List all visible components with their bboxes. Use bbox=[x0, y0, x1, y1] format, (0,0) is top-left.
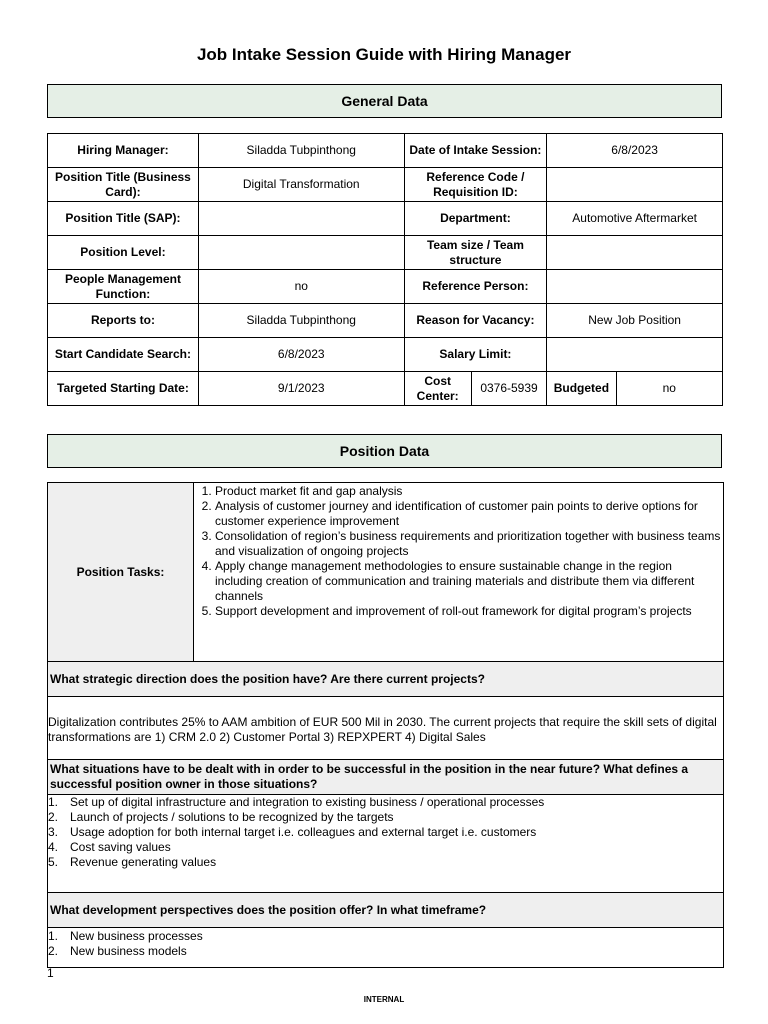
team-size-label: Team size / Team structure bbox=[404, 236, 547, 270]
department-value[interactable]: Automotive Aftermarket bbox=[547, 202, 723, 236]
classification-footer: INTERNAL bbox=[363, 995, 405, 1004]
salary-label: Salary Limit: bbox=[404, 338, 547, 372]
reference-code-label: Reference Code / Requisition ID: bbox=[404, 168, 547, 202]
list-item: 5. Revenue generating values bbox=[48, 855, 217, 869]
table-row bbox=[48, 134, 723, 168]
table-row bbox=[48, 697, 724, 760]
reason-label: Reason for Vacancy: bbox=[404, 304, 547, 338]
intake-date-label: Date of Intake Session: bbox=[404, 134, 547, 168]
list-item: 2. Analysis of customer journey and identification of customer pain points to derive options for customer experience improvement bbox=[215, 499, 721, 529]
table-row bbox=[48, 760, 724, 795]
reference-person-value[interactable] bbox=[547, 270, 723, 304]
general-data-heading: General Data bbox=[47, 84, 722, 118]
people-mgmt-value[interactable]: no bbox=[198, 270, 404, 304]
salary-value[interactable] bbox=[547, 338, 723, 372]
start-search-label: Start Candidate Search: bbox=[48, 338, 199, 372]
table-row bbox=[48, 202, 723, 236]
list-item: 5. Support development and improvement of roll-out framework for digital program’s projects bbox=[215, 604, 721, 619]
department-label: Department: bbox=[404, 202, 547, 236]
intake-date-value[interactable]: 6/8/2023 bbox=[547, 134, 723, 168]
hiring-manager-label: Hiring Manager: bbox=[48, 134, 199, 168]
table-row bbox=[48, 372, 723, 406]
reports-to-label: Reports to: bbox=[48, 304, 199, 338]
cost-center-label: Cost Center: bbox=[404, 372, 471, 406]
position-tasks-value[interactable] bbox=[194, 483, 724, 662]
table-row bbox=[48, 928, 724, 968]
budgeted-value[interactable]: no bbox=[616, 372, 723, 406]
people-mgmt-label: People Management Function: bbox=[48, 270, 199, 304]
table-row bbox=[48, 483, 724, 662]
position-data-table bbox=[47, 482, 724, 968]
situations-answer[interactable] bbox=[48, 795, 724, 893]
table-row bbox=[48, 893, 724, 928]
table-row bbox=[48, 662, 724, 697]
target-start-value[interactable]: 9/1/2023 bbox=[198, 372, 404, 406]
page-title: Job Intake Session Guide with Hiring Manager bbox=[196, 45, 572, 64]
page-number: 1 bbox=[47, 966, 54, 980]
strategic-direction-answer[interactable]: Digitalization contributes 25% to AAM ambition of EUR 500 Mil in 2030. The current projects that require the skill sets of digital transformations are 1) CRM 2.0 2) Customer Portal 3) REPXPERT 4) Digital Sales bbox=[48, 697, 724, 760]
situations-question: What situations have to be dealt with in order to be successful in the position in the near future? What defines a successful position owner in those situations? bbox=[48, 760, 724, 795]
position-title-sap-value[interactable] bbox=[198, 202, 404, 236]
situations-list bbox=[48, 795, 723, 870]
list-item: 2. New business models bbox=[48, 944, 187, 958]
target-start-label: Targeted Starting Date: bbox=[48, 372, 199, 406]
position-tasks-list bbox=[194, 484, 721, 619]
development-list bbox=[48, 929, 723, 959]
list-item: 4. Cost saving values bbox=[48, 840, 171, 854]
list-item: 1. Product market fit and gap analysis bbox=[215, 484, 721, 499]
reference-person-label: Reference Person: bbox=[404, 270, 547, 304]
position-title-bc-label: Position Title (Business Card): bbox=[48, 168, 199, 202]
list-item: 1. Set up of digital infrastructure and integration to existing business / operational processes bbox=[48, 795, 545, 809]
budgeted-label: Budgeted bbox=[547, 372, 616, 406]
position-title-bc-value[interactable]: Digital Transformation bbox=[198, 168, 404, 202]
position-level-label: Position Level: bbox=[48, 236, 199, 270]
list-item: 3. Usage adoption for both internal target i.e. colleagues and external target i.e. customers bbox=[48, 825, 537, 839]
table-row bbox=[48, 236, 723, 270]
position-data-heading: Position Data bbox=[47, 434, 722, 468]
reports-to-value[interactable]: Siladda Tubpinthong bbox=[198, 304, 404, 338]
table-row bbox=[48, 795, 724, 893]
table-row bbox=[48, 168, 723, 202]
list-item: 4. Apply change management methodologies to ensure sustainable change in the region including creation of communication and training materials and distribute them via different channels bbox=[215, 559, 721, 604]
strategic-direction-question: What strategic direction does the position have? Are there current projects? bbox=[48, 662, 724, 697]
list-item: 1. New business processes bbox=[48, 929, 203, 943]
list-item: 2. Launch of projects / solutions to be recognized by the targets bbox=[48, 810, 394, 824]
reference-code-value[interactable] bbox=[547, 168, 723, 202]
development-question: What development perspectives does the position offer? In what timeframe? bbox=[48, 893, 724, 928]
cost-center-value[interactable]: 0376-5939 bbox=[471, 372, 546, 406]
table-row bbox=[48, 270, 723, 304]
team-size-value[interactable] bbox=[547, 236, 723, 270]
position-tasks-label: Position Tasks: bbox=[48, 483, 194, 662]
reason-value[interactable]: New Job Position bbox=[547, 304, 723, 338]
position-level-value[interactable] bbox=[198, 236, 404, 270]
hiring-manager-value[interactable]: Siladda Tubpinthong bbox=[198, 134, 404, 168]
position-title-sap-label: Position Title (SAP): bbox=[48, 202, 199, 236]
development-answer[interactable] bbox=[48, 928, 724, 968]
start-search-value[interactable]: 6/8/2023 bbox=[198, 338, 404, 372]
table-row bbox=[48, 304, 723, 338]
general-data-table bbox=[47, 133, 723, 406]
table-row bbox=[48, 338, 723, 372]
list-item: 3. Consolidation of region’s business requirements and prioritization together with business teams and visualization of ongoing projects bbox=[215, 529, 721, 559]
